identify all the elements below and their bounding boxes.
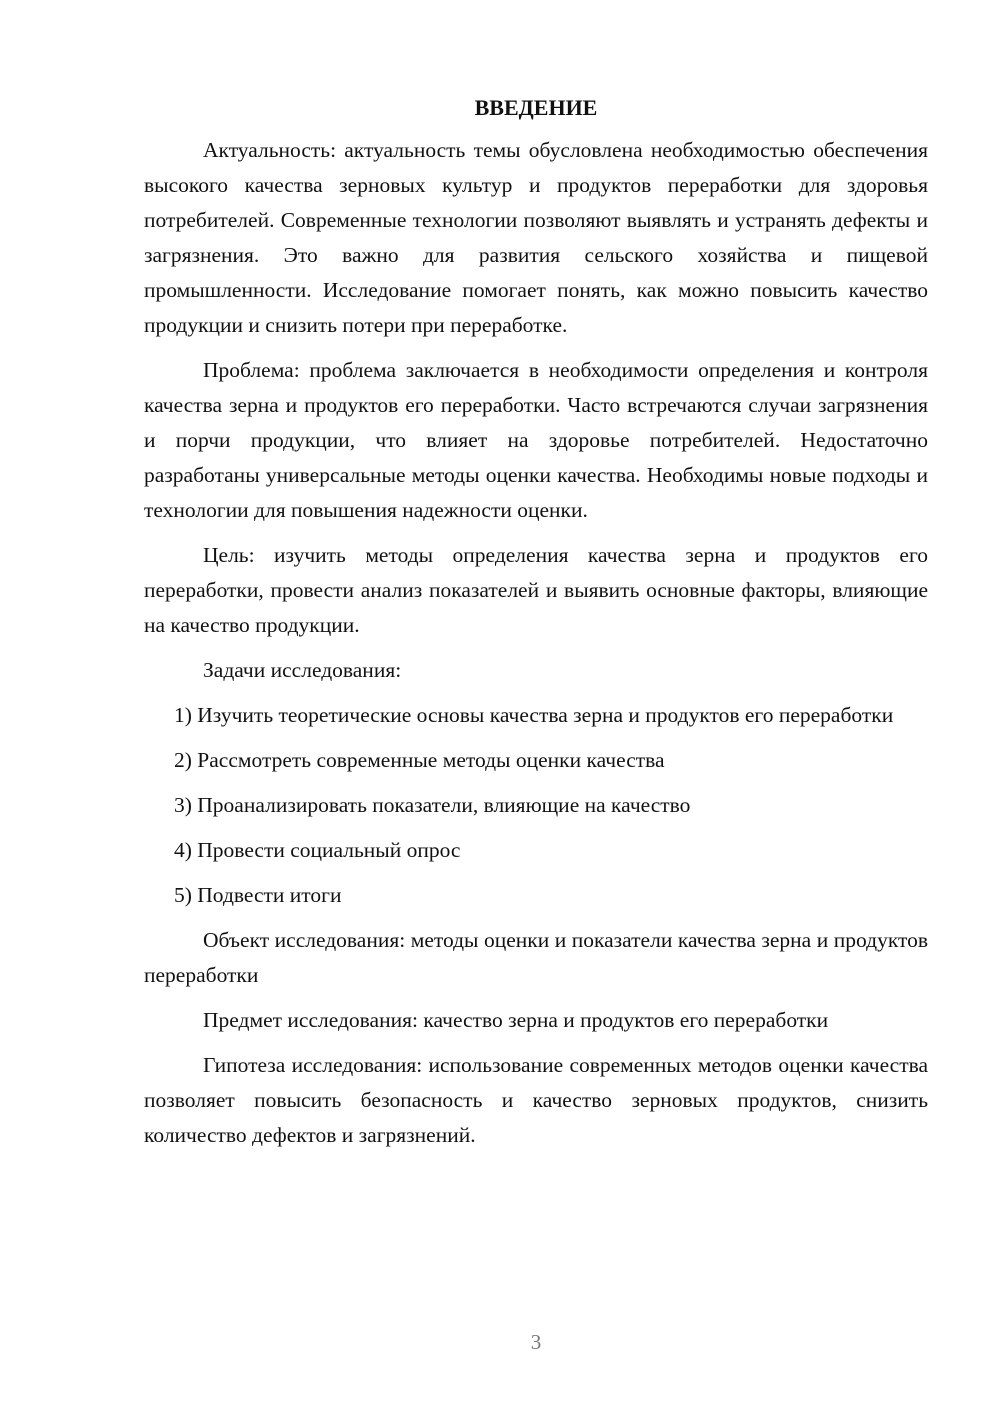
task-item-4: 4) Провести социальный опрос (174, 838, 461, 862)
paragraph-hypothesis: Гипотеза исследования: использование современных методов оценки качества позволяет повысить безопасность и качество зерновых продуктов, снизить количество дефектов и загрязнений. (144, 1053, 928, 1147)
paragraph-goal: Цель: изучить методы определения качества зерна и продуктов его переработки, провести анализ показателей и выявить основные факторы, влияющие на качество продукции. (144, 543, 928, 637)
task-item-1: 1) Изучить теоретические основы качества зерна и продуктов его переработки (174, 703, 894, 727)
paragraph-relevance: Актуальность: актуальность темы обусловлена необходимостью обеспечения высокого качества зерновых культур и продуктов переработки для здоровья потребителей. Современные технологии позволяют выявлять и устранять дефекты и загрязнения. Это важно для развития сельского хозяйства и пищевой промышленности. Исследование помогает понять, как можно повысить качество продукции и снизить потери при переработке. (144, 138, 928, 337)
task-item-2: 2) Рассмотреть современные методы оценки качества (174, 748, 665, 772)
paragraph-tasks-heading: Задачи исследования: (203, 658, 402, 682)
paragraph-object: Объект исследования: методы оценки и показатели качества зерна и продуктов переработки (144, 928, 928, 987)
section-title: ВВЕДЕНИЕ (474, 95, 598, 120)
page-number: 3 (530, 1330, 542, 1354)
paragraph-problem: Проблема: проблема заключается в необходимости определения и контроля качества зерна и продуктов его переработки. Часто встречаются случаи загрязнения и порчи продукции, что влияет на здоровье потребителей. Недостаточно разработаны универсальные методы оценки качества. Необходимы новые подходы и технологии для повышения надежности оценки. (144, 358, 928, 522)
document-page (144, 90, 928, 1163)
task-item-5: 5) Подвести итоги (174, 883, 342, 907)
task-item-3: 3) Проанализировать показатели, влияющие на качество (174, 793, 691, 817)
paragraph-subject: Предмет исследования: качество зерна и продуктов его переработки (203, 1008, 829, 1032)
